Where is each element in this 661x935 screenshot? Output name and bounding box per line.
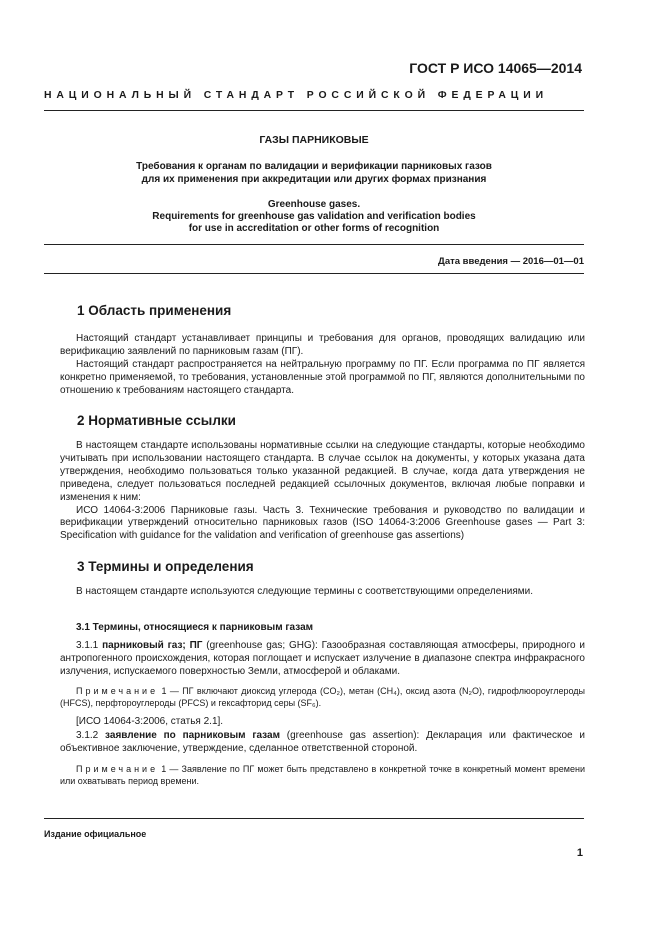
national-standard-banner: НАЦИОНАЛЬНЫЙ СТАНДАРТ РОССИЙСКОЙ ФЕДЕРАЦИИ <box>44 90 549 101</box>
note-1 <box>60 685 585 709</box>
note-1-label: Примечание <box>76 686 159 696</box>
section-2-text <box>60 440 585 543</box>
title-rule <box>44 244 584 245</box>
russian-subtitle-2: для их применения при аккредитации или других формах признания <box>141 174 487 185</box>
english-title-3: for use in accreditation or other forms of recognition <box>188 223 440 234</box>
section-2-reference-iso: ИСО 14064-3:2006 Парниковые газы. Часть 3. Технические требования и руководство по валидации и верификации утверждений относительно парниковых газов (ISO 14064-3:2006 Greenhouse gases — Part 3: Specification with guidance for the validation and verification of greenhouse gas assertions) <box>60 504 585 542</box>
standard-title: ГАЗЫ ПАРНИКОВЫЕ <box>259 134 369 146</box>
term-3-1-1-number: 3.1.1 <box>76 640 99 651</box>
section-1-text <box>60 333 585 398</box>
date-rule <box>44 273 584 274</box>
note-2-label: Примечание <box>76 764 159 774</box>
page-number: 1 <box>576 847 583 859</box>
iso-reference: [ИСО 14064-3:2006, статья 2.1]. <box>76 716 224 727</box>
note-2 <box>60 763 585 787</box>
section-3-heading: 3 Термины и определения <box>77 559 254 574</box>
introduction-date: Дата введения — 2016—01—01 <box>438 256 584 267</box>
section-1-heading: 1 Область применения <box>77 303 232 318</box>
subsection-3-1-heading: 3.1 Термины, относящиеся к парниковым газам <box>76 622 314 633</box>
term-3-1-2-term: заявление по парниковым газам <box>105 730 280 741</box>
term-3-1-1-term: парниковый газ; ПГ <box>102 640 203 651</box>
section-2-heading: 2 Нормативные ссылки <box>77 413 236 428</box>
term-3-1-1-definition: (greenhouse gas; GHG): Газообразная составляющая атмосферы, природного и антропогенного происхождения, которая поглощает и испускает излучение в диапазоне спектра инфракрасного излучения, испускаемого поверхностью Земли, атмосферой и облаками. <box>60 640 586 677</box>
section-2-paragraph-1: В настоящем стандарте использованы нормативные ссылки на следующие стандарты, которые необходимо учитывать при использовании настоящего стандарта. В случае ссылок на документы, у которых указана дата утверждения, необходимо пользоваться только указанной редакцией. В случае, когда дата утверждения не приведена, следует пользоваться последней редакцией ссылочных документов, включая любые поправки и изменения к ним: <box>60 440 585 503</box>
term-3-1-2 <box>60 730 585 756</box>
header-rule <box>44 110 584 111</box>
note-2-text: 1 — Заявление по ПГ может быть представлено в конкретной точке в конкретный момент времени или охватывать период времени. <box>60 764 585 787</box>
term-3-1-2-definition: (greenhouse gas assertion): Декларация или фактическое и объективное заключение, утверждение, сделанное ответственной стороной. <box>60 730 585 754</box>
english-title-1: Greenhouse gases. <box>267 199 361 210</box>
section-3-intro <box>60 586 585 599</box>
term-3-1-1-source <box>60 716 585 729</box>
term-3-1-2-number: 3.1.2 <box>76 730 99 741</box>
section-1-paragraph-2: Настоящий стандарт распространяется на нейтральную программу по ПГ. Если программа по ПГ является конкретно применяемой, то требования, установленные этой программой по ПГ, являются дополнительными по отношению к требованиям настоящего стандарта. <box>60 358 585 396</box>
section-1-paragraph-1: Настоящий стандарт устанавливает принципы и требования для органов, проводящих валидацию или верификацию заявлений по парниковым газам (ПГ). <box>60 333 585 357</box>
section-3-intro-text: В настоящем стандарте используются следующие термины с соответствующими определениями. <box>76 586 534 597</box>
note-1-text: 1 — ПГ включают диоксид углерода (CO₂), метан (CH₄), оксид азота (N₂O), гидрофлюороуглероды (HFCS), перфтороуглероды (PFCS) и гексафторид серы (SF₆). <box>60 686 585 709</box>
footer-rule <box>44 818 584 819</box>
official-edition-label: Издание официальное <box>44 829 147 839</box>
english-title-2: Requirements for greenhouse gas validation and verification bodies <box>152 211 476 222</box>
russian-subtitle-1: Требования к органам по валидации и верификации парниковых газов <box>136 161 492 172</box>
gost-number: ГОСТ Р ИСО 14065—2014 <box>409 60 582 76</box>
term-3-1-1 <box>60 640 585 679</box>
